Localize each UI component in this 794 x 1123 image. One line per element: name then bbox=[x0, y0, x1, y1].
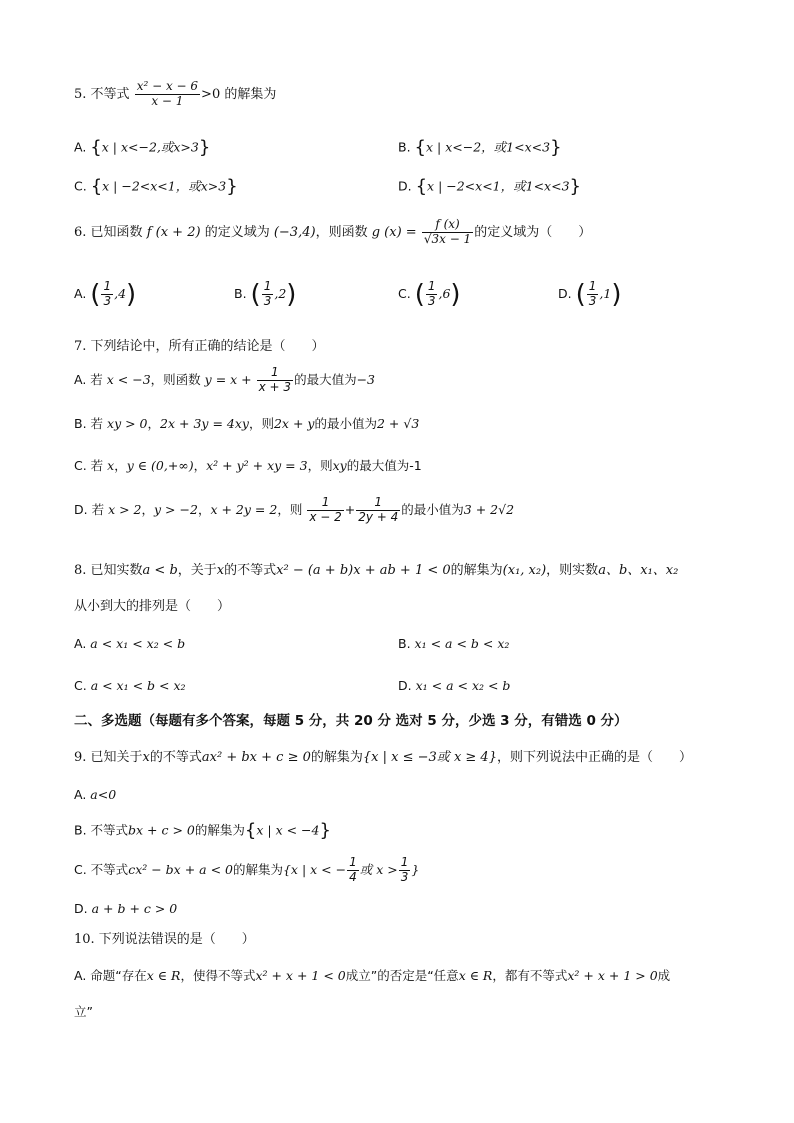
q5-option-d[interactable]: D. {x | −2<x<1，或1<x<3} bbox=[398, 176, 581, 197]
q5-stem: 5. 不等式 $\frac{\text{x² − x − 6}}{x - 1}$ >0 的解集为 bbox=[74, 79, 277, 108]
q6-stem: 6. 已知函数 f (x + 2) 的定义域为 (−3,4)，则函数 g (x) = $\frac{f (x)}{√3x - 1}$ 的定义域为（ ） bbox=[74, 217, 592, 246]
q6-option-d[interactable]: D. ( $\frac{1}{3}$ ,1) bbox=[558, 279, 622, 310]
q9-option-b[interactable]: B. 不等式bx + c > 0的解集为{x | x < −4} bbox=[74, 820, 331, 841]
q6-option-a[interactable]: A. ( $\frac{1}{3}$ ,4) bbox=[74, 279, 137, 310]
q5-fraction: $\frac{\text{x² − x − 6}}{x - 1}$ bbox=[136, 79, 199, 108]
q10-stem: 10. 下列说法错误的是（ ） bbox=[74, 932, 255, 947]
q5-option-a[interactable]: A. {x | x<−2,或x>3} bbox=[74, 137, 211, 158]
q7-option-c[interactable]: C. 若 x，y ∈ (0,+∞)，x² + y² + xy = 3，则xy的最大值为-1 bbox=[74, 458, 422, 473]
q6-option-c[interactable]: C. ( $\frac{1}{3}$ ,6) bbox=[398, 279, 461, 310]
q5-option-c[interactable]: C. {x | −2<x<1，或x>3} bbox=[74, 176, 238, 197]
q6-option-b[interactable]: B. ( $\frac{1}{3}$ ,2) bbox=[234, 279, 297, 310]
q8-option-d[interactable]: D. x₁ < a < x₂ < b bbox=[398, 678, 511, 693]
q7-stem: 7. 下列结论中，所有正确的结论是（ ） bbox=[74, 339, 325, 354]
q8-stem: 8. 已知实数a < b，关于x的不等式x² − (a + b)x + ab + 1 < 0的解集为(x₁, x₂)，则实数a、b、x₁、x₂ bbox=[74, 563, 679, 578]
q10-option-a[interactable]: A. 命题“存在x ∈ R，使得不等式x² + x + 1 < 0成立”的否定是“任意x ∈ R，都有不等式x² + x + 1 > 0成 bbox=[74, 968, 671, 983]
q8-option-a[interactable]: A. a < x₁ < x₂ < b bbox=[74, 636, 186, 651]
q5-option-b[interactable]: B. {x | x<−2，或1<x<3} bbox=[398, 137, 562, 158]
q9-option-c[interactable]: C. 不等式cx² − bx + a < 0的解集为{x | x < − $\frac{1}{4}$ 或 x > $\frac{1}{3}$ } bbox=[74, 855, 420, 884]
q8-stem-line2: 从小到大的排列是（ ） bbox=[74, 599, 231, 614]
q7-option-b[interactable]: B. 若 xy > 0，2x + 3y = 4xy，则2x + y的最小值为2 + √3 bbox=[74, 416, 420, 431]
q8-option-b[interactable]: B. x₁ < a < b < x₂ bbox=[398, 636, 510, 651]
q7-option-d[interactable]: D. 若 x > 2，y > −2，x + 2y = 2，则 $\frac{1}{x - 2}$ + $\frac{1}{2y + 4}$ 的最小值为3 + 2√2 bbox=[74, 495, 515, 524]
q9-stem: 9. 已知关于x的不等式ax² + bx + c ≥ 0的解集为{x | x ≤ −3或 x ≥ 4}，则下列说法中正确的是（ ） bbox=[74, 750, 692, 765]
q6-fraction: $\frac{f (x)}{√3x - 1}$ bbox=[423, 217, 472, 246]
section-heading: 二、多选题（每题有多个答案，每题 5 分，共 20 分 选对 5 分，少选 3 分，有错选 0 分） bbox=[74, 713, 628, 729]
q7-option-a[interactable]: A. 若 x < −3，则函数 y = x + $\frac{1}{x + 3}$ 的最大值为−3 bbox=[74, 365, 376, 394]
q10-option-a-line2: 立” bbox=[74, 1004, 93, 1019]
q8-option-c[interactable]: C. a < x₁ < b < x₂ bbox=[74, 678, 186, 693]
q9-option-a[interactable]: A. a<0 bbox=[74, 787, 117, 802]
q9-option-d[interactable]: D. a + b + c > 0 bbox=[74, 901, 178, 916]
